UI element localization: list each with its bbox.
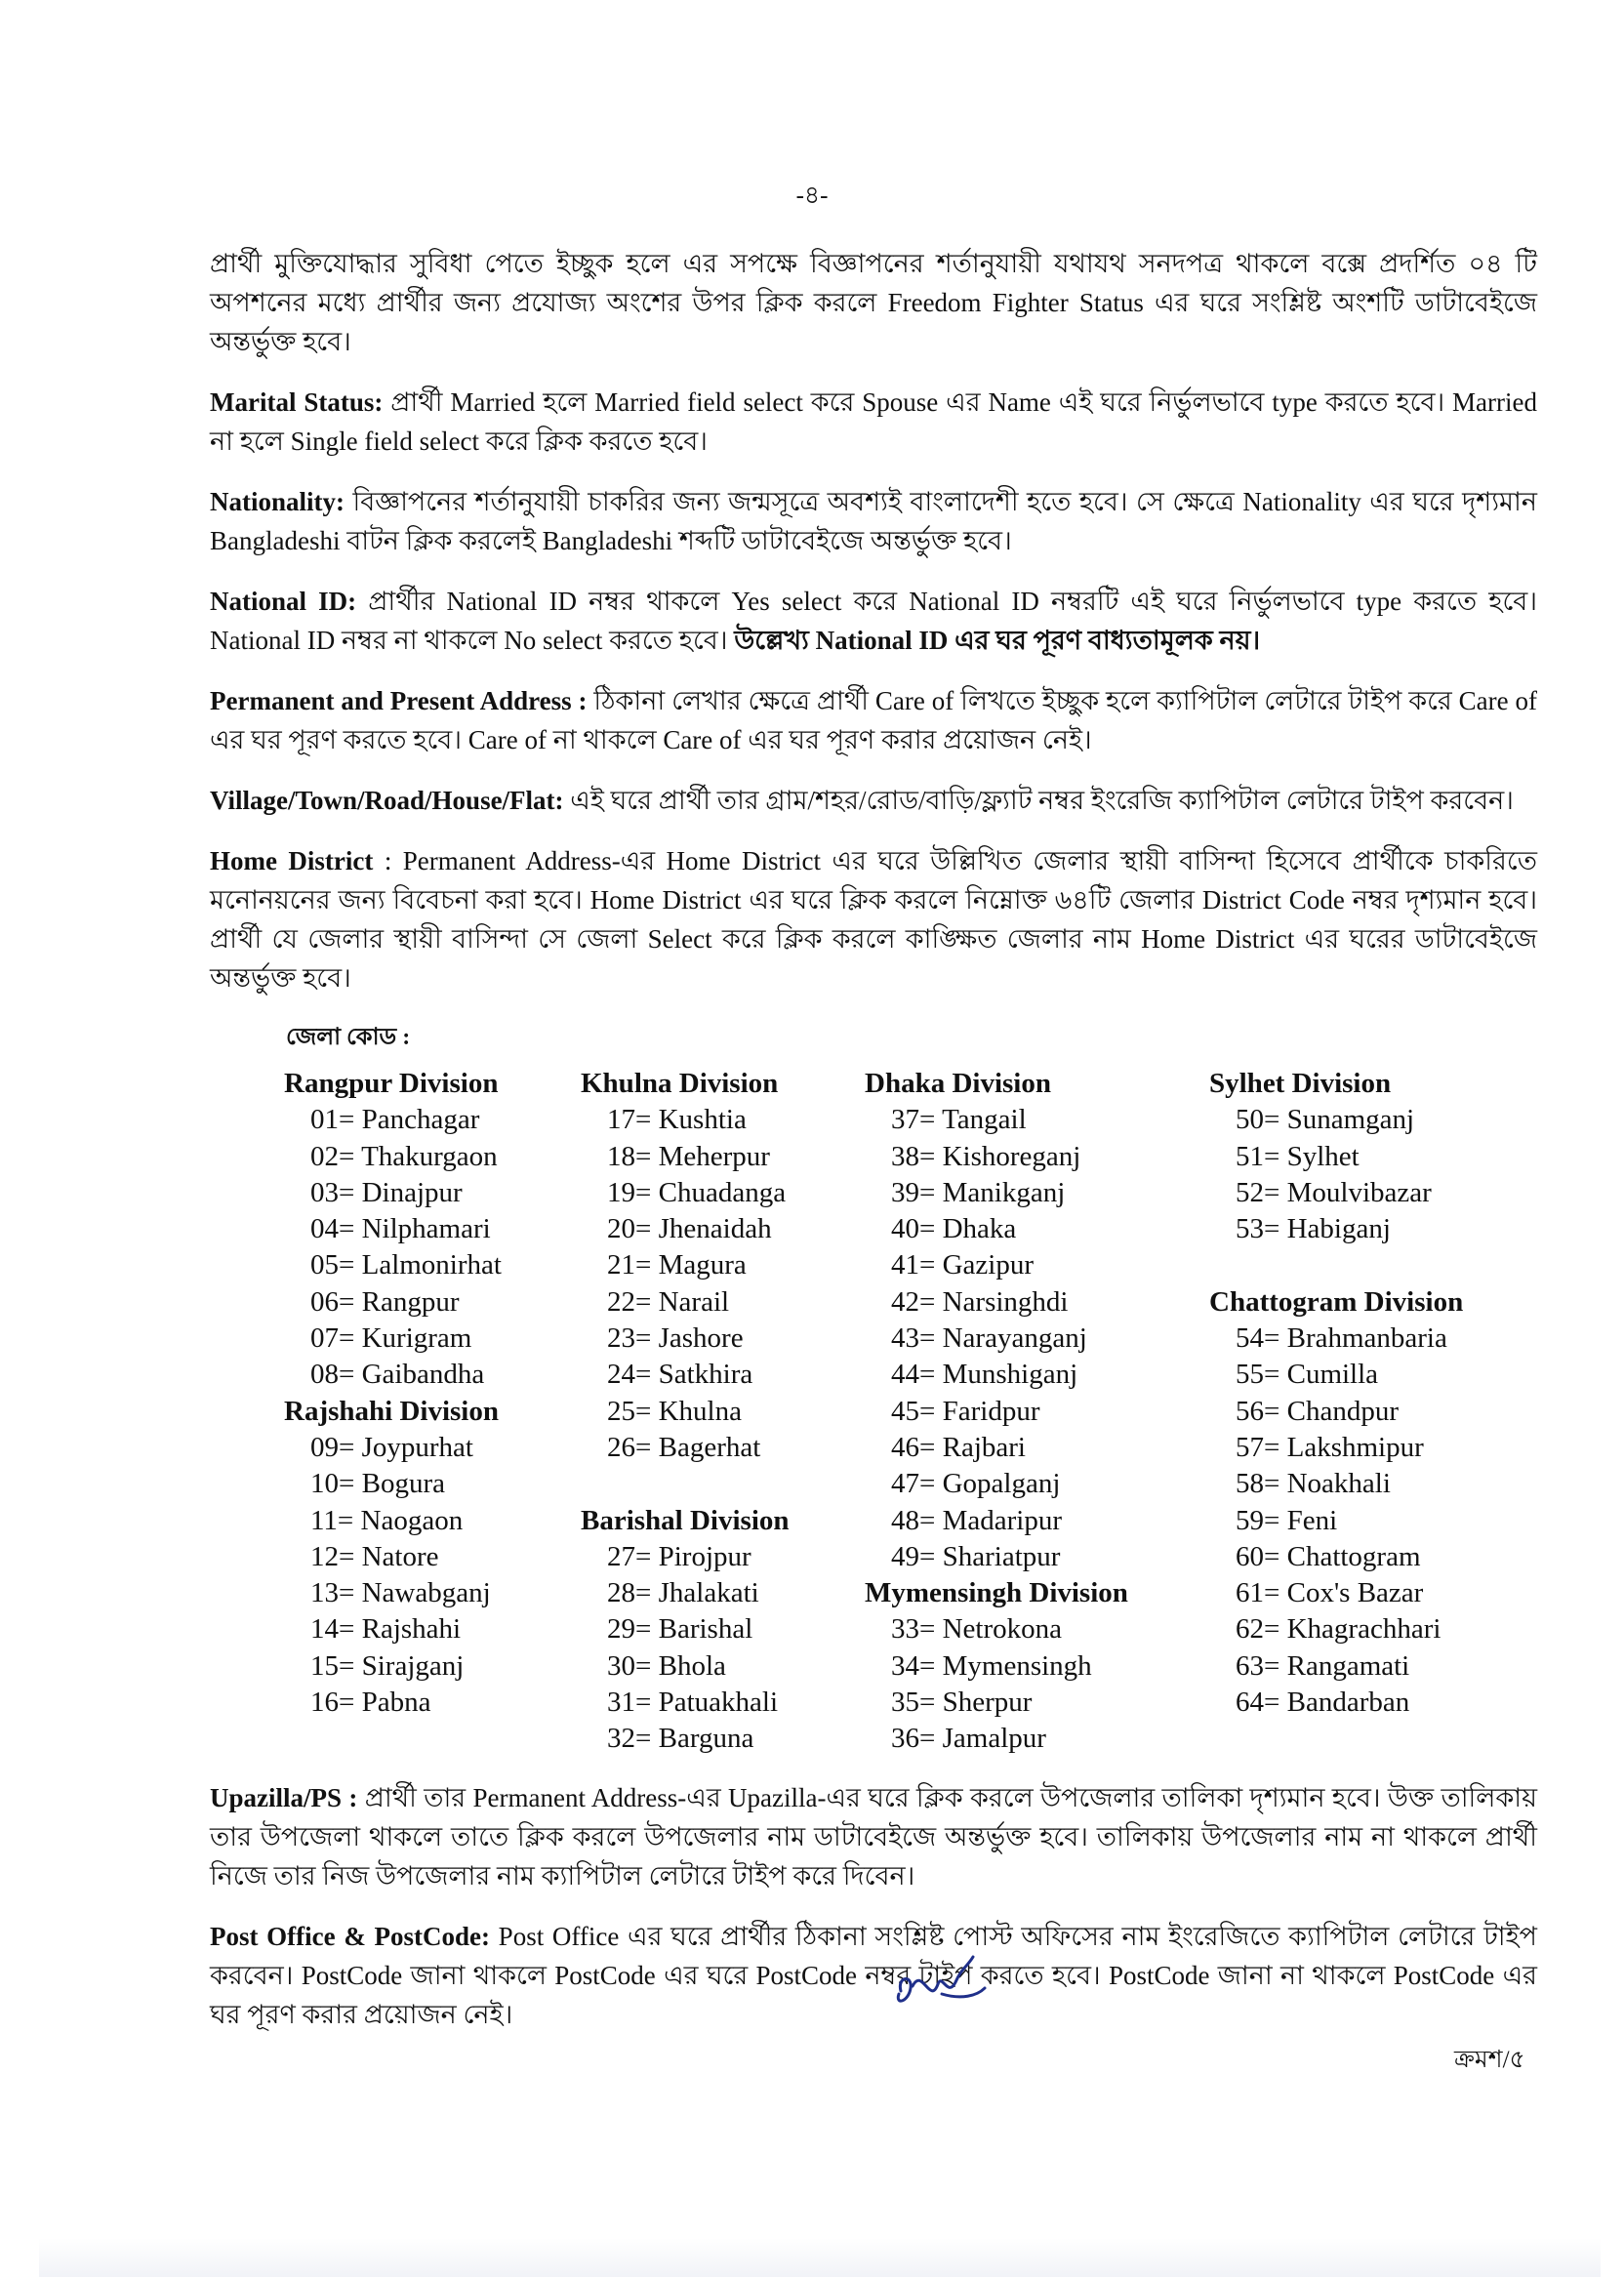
district-code-item: 39= Manikganj — [891, 1176, 1066, 1208]
district-code-item: 02= Thakurgaon — [310, 1140, 498, 1172]
division-heading-rajshahi: Rajshahi Division — [284, 1395, 499, 1427]
post-office-paragraph — [210, 1917, 1537, 2034]
district-code-item: 59= Feni — [1236, 1504, 1338, 1536]
marital-status-heading: Marital Status: — [210, 387, 384, 417]
district-code-item: 49= Shariatpur — [891, 1540, 1061, 1572]
division-heading-rangpur: Rangpur Division — [284, 1068, 499, 1099]
division-heading-dhaka: Dhaka Division — [865, 1068, 1051, 1099]
national-id-heading: National ID: — [210, 587, 357, 616]
district-code-item: 17= Kushtia — [607, 1104, 747, 1136]
district-code-item: 23= Jashore — [607, 1322, 744, 1355]
division-heading-barishal: Barishal Division — [581, 1504, 790, 1536]
district-code-item: 37= Tangail — [891, 1104, 1027, 1136]
division-heading-mymensingh: Mymensingh Division — [865, 1577, 1128, 1609]
district-code-item: 60= Chattogram — [1236, 1540, 1421, 1572]
district-code-item: 52= Moulvibazar — [1236, 1176, 1432, 1208]
scan-edge-shadow — [39, 2238, 1601, 2277]
address-paragraph — [210, 681, 1537, 759]
column-spacer — [1209, 1247, 1463, 1283]
district-code-item: 05= Lalmonirhat — [310, 1249, 502, 1281]
district-code-item: 38= Kishoreganj — [891, 1140, 1081, 1172]
district-code-item: 61= Cox's Bazar — [1236, 1577, 1424, 1609]
district-code-item: 08= Gaibandha — [310, 1359, 485, 1391]
district-list-rangpur — [284, 1102, 502, 1393]
district-code-item: 09= Joypurhat — [310, 1431, 473, 1463]
document-body — [210, 244, 1537, 2055]
district-code-item: 30= Bhola — [607, 1649, 726, 1682]
district-list-chattogram — [1209, 1321, 1463, 1721]
district-list-dhaka — [865, 1102, 1128, 1575]
marital-status-text: প্রার্থী Married হলে Married field select করে Spouse এর Name এই ঘরে নির্ভুলভাবে type করতে হবে। Married না হলে Single field select করে ক্লিক করতে হবে। — [210, 387, 1537, 456]
district-code-item: 35= Sherpur — [891, 1687, 1033, 1719]
page-number: -৪- — [795, 183, 829, 209]
district-code-item: 33= Netrokona — [891, 1613, 1063, 1646]
column-sylhet-chattogram — [1209, 1066, 1463, 1721]
freedom-fighter-paragraph — [210, 244, 1537, 361]
district-code-item: 03= Dinajpur — [310, 1176, 463, 1208]
division-heading-sylhet: Sylhet Division — [1209, 1068, 1392, 1099]
home-district-heading: Home District — [210, 846, 374, 875]
district-code-item: 14= Rajshahi — [310, 1613, 462, 1646]
district-code-item: 22= Narail — [607, 1285, 730, 1318]
district-code-item: 58= Noakhali — [1236, 1468, 1391, 1500]
upazilla-heading: Upazilla/PS : — [210, 1783, 358, 1812]
district-code-item: 07= Kurigram — [310, 1322, 472, 1355]
district-code-item: 15= Sirajganj — [310, 1649, 465, 1682]
district-code-item: 53= Habiganj — [1236, 1213, 1391, 1245]
marital-status-paragraph — [210, 383, 1537, 461]
freedom-fighter-text: প্রার্থী মুক্তিযোদ্ধার সুবিধা পেতে ইচ্ছুক হলে এর সপক্ষে বিজ্ঞাপনের শর্তানুযায়ী যথাযথ সনদপত্র থাকলে বক্সে প্রদর্শিত ০৪ টি অপশনের মধ্যে প্রার্থীর জন্য প্রযোজ্য অংশের উপর ক্লিক করলে Freedom Fighter Status এর ঘরে সংশ্লিষ্ট অংশটি ডাটাবেইজে অন্তর্ভুক্ত হবে। — [210, 249, 1537, 356]
village-text: এই ঘরে প্রার্থী তার গ্রাম/শহর/রোড/বাড়ি/ফ্ল্যাট নম্বর ইংরেজি ক্যাপিটাল লেটারে টাইপ করবেন। — [570, 786, 1514, 815]
district-code-item: 18= Meherpur — [607, 1140, 770, 1172]
post-office-heading: Post Office & PostCode: — [210, 1922, 490, 1951]
district-list-khulna — [581, 1102, 790, 1466]
district-code-item: 40= Dhaka — [891, 1213, 1017, 1245]
district-code-item: 47= Gopalganj — [891, 1468, 1061, 1500]
signature-mark — [883, 1937, 1000, 2025]
district-code-item: 19= Chuadanga — [607, 1176, 787, 1208]
column-spacer — [581, 1466, 790, 1502]
district-code-item: 11= Naogaon — [310, 1504, 464, 1536]
district-code-item: 13= Nawabganj — [310, 1577, 491, 1609]
district-code-item: 10= Bogura — [310, 1468, 445, 1500]
district-code-item: 43= Narayanganj — [891, 1322, 1087, 1355]
district-code-item: 06= Rangpur — [310, 1285, 460, 1318]
home-district-text: : Permanent Address-এর Home District এর ঘরে উল্লিখিত জেলার স্থায়ী বাসিন্দা হিসেবে প্রার্থীকে চাকরিতে মনোনয়নের জন্য বিবেচনা করা হবে। Home District এর ঘরে ক্লিক করলে নিম্নোক্ত ৬৪টি জেলার District Code নম্বর দৃশ্যমান হবে। প্রার্থী যে জেলার স্থায়ী বাসিন্দা সে জেলা Select করে ক্লিক করলে কাঙ্ক্ষিত জেলার নাম Home District এর ঘরের ডাটাবেইজে অন্তর্ভুক্ত হবে। — [210, 846, 1537, 993]
district-code-item: 62= Khagrachhari — [1236, 1613, 1441, 1646]
district-code-item: 51= Sylhet — [1236, 1140, 1360, 1172]
national-id-text: প্রার্থীর National ID নম্বর থাকলে Yes select করে National ID নম্বরটি এই ঘরে নির্ভুলভাবে type করতে হবে। National ID নম্বর না থাকলে No select করতে হবে। — [210, 587, 1537, 655]
post-office-text: Post Office এর ঘরে প্রার্থীর ঠিকানা সংশ্লিষ্ট পোস্ট অফিসের নাম ইংরেজিতে ক্যাপিটাল লেটারে টাইপ করবেন। PostCode জানা থাকলে PostCode এর ঘরে PostCode নম্বর টাইপ করতে হবে। PostCode জানা না থাকলে PostCode এর ঘর পূরণ করার প্রয়োজন নেই। — [210, 1922, 1537, 2029]
district-code-item: 16= Pabna — [310, 1687, 431, 1719]
village-paragraph — [210, 781, 1537, 820]
district-code-item: 04= Nilphamari — [310, 1213, 491, 1245]
column-khulna-barishal — [581, 1066, 790, 1758]
district-code-item: 27= Pirojpur — [607, 1540, 751, 1572]
district-code-item: 31= Patuakhali — [607, 1687, 779, 1719]
district-code-item: 50= Sunamganj — [1236, 1104, 1415, 1136]
district-code-item: 24= Satkhira — [607, 1359, 753, 1391]
district-code-item: 41= Gazipur — [891, 1249, 1035, 1281]
nationality-heading: Nationality: — [210, 487, 345, 516]
district-code-item: 54= Brahmanbaria — [1236, 1322, 1447, 1355]
district-code-item: 55= Cumilla — [1236, 1359, 1379, 1391]
division-heading-khulna: Khulna Division — [581, 1068, 779, 1099]
district-list-rajshahi — [284, 1430, 502, 1721]
district-code-item: 56= Chandpur — [1236, 1395, 1399, 1427]
continued-marker: ক্রমশ/৫ — [1454, 2047, 1525, 2073]
district-code-item: 45= Faridpur — [891, 1395, 1040, 1427]
district-code-item: 36= Jamalpur — [891, 1723, 1046, 1755]
district-code-item: 32= Barguna — [607, 1723, 754, 1755]
district-code-item: 44= Munshiganj — [891, 1359, 1078, 1391]
district-codes-title: জেলা কোড : — [286, 1025, 411, 1050]
district-code-item: 64= Bandarban — [1236, 1687, 1410, 1719]
nationality-text: বিজ্ঞাপনের শর্তানুযায়ী চাকরির জন্য জন্মসূত্রে অবশ্যই বাংলাদেশী হতে হবে। সে ক্ষেত্রে Nationality এর ঘরে দৃশ্যমান Bangladeshi বাটন ক্লিক করলেই Bangladeshi শব্দটি ডাটাবেইজে অন্তর্ভুক্ত হবে। — [210, 487, 1537, 555]
district-code-item: 46= Rajbari — [891, 1431, 1026, 1463]
district-code-item: 28= Jhalakati — [607, 1577, 759, 1609]
district-code-item: 63= Rangamati — [1236, 1649, 1410, 1682]
district-code-table — [210, 1066, 1537, 1778]
district-list-barishal — [581, 1539, 790, 1758]
district-code-item: 21= Magura — [607, 1249, 747, 1281]
district-code-item: 29= Barishal — [607, 1613, 753, 1646]
district-code-item: 42= Narsinghdi — [891, 1285, 1069, 1318]
upazilla-text: প্রার্থী তার Permanent Address-এর Upazilla-এর ঘরে ক্লিক করলে উপজেলার তালিকা দৃশ্যমান হবে। উক্ত তালিকায় তার উপজেলা থাকলে তাতে ক্লিক করলে উপজেলার নাম ডাটাবেইজে অন্তর্ভুক্ত হবে। তালিকায় উপজেলার নাম না থাকলে প্রার্থী নিজে তার নিজ উপজেলার নাম ক্যাপিটাল লেটারে টাইপ করে দিবেন। — [210, 1783, 1537, 1891]
district-code-item: 25= Khulna — [607, 1395, 742, 1427]
address-heading: Permanent and Present Address : — [210, 686, 588, 715]
column-dhaka-mymensingh — [865, 1066, 1128, 1758]
division-heading-chattogram: Chattogram Division — [1209, 1285, 1464, 1318]
national-id-note: উল্লেখ্য National ID এর ঘর পূরণ বাধ্যতামূলক নয়। — [734, 626, 1261, 655]
address-text: ঠিকানা লেখার ক্ষেত্রে প্রার্থী Care of লিখতে ইচ্ছুক হলে ক্যাপিটাল লেটারে টাইপ করে Care of এর ঘর পূরণ করতে হবে। Care of না থাকলে Care of এর ঘর পূরণ করার প্রয়োজন নেই। — [210, 686, 1537, 754]
district-code-item: 12= Natore — [310, 1540, 439, 1572]
district-code-item: 57= Lakshmipur — [1236, 1431, 1424, 1463]
district-code-item: 26= Bagerhat — [607, 1431, 761, 1463]
district-code-item: 01= Panchagar — [310, 1104, 480, 1136]
district-code-item: 34= Mymensingh — [891, 1649, 1092, 1682]
village-heading: Village/Town/Road/House/Flat: — [210, 786, 564, 815]
nationality-paragraph — [210, 482, 1537, 560]
district-code-item: 48= Madaripur — [891, 1504, 1063, 1536]
district-code-item: 20= Jhenaidah — [607, 1213, 772, 1245]
district-list-mymensingh — [865, 1611, 1128, 1757]
national-id-paragraph — [210, 582, 1537, 660]
district-list-sylhet — [1209, 1102, 1463, 1247]
upazilla-paragraph — [210, 1778, 1537, 1895]
home-district-paragraph — [210, 841, 1537, 997]
column-rangpur-rajshahi — [284, 1066, 502, 1721]
